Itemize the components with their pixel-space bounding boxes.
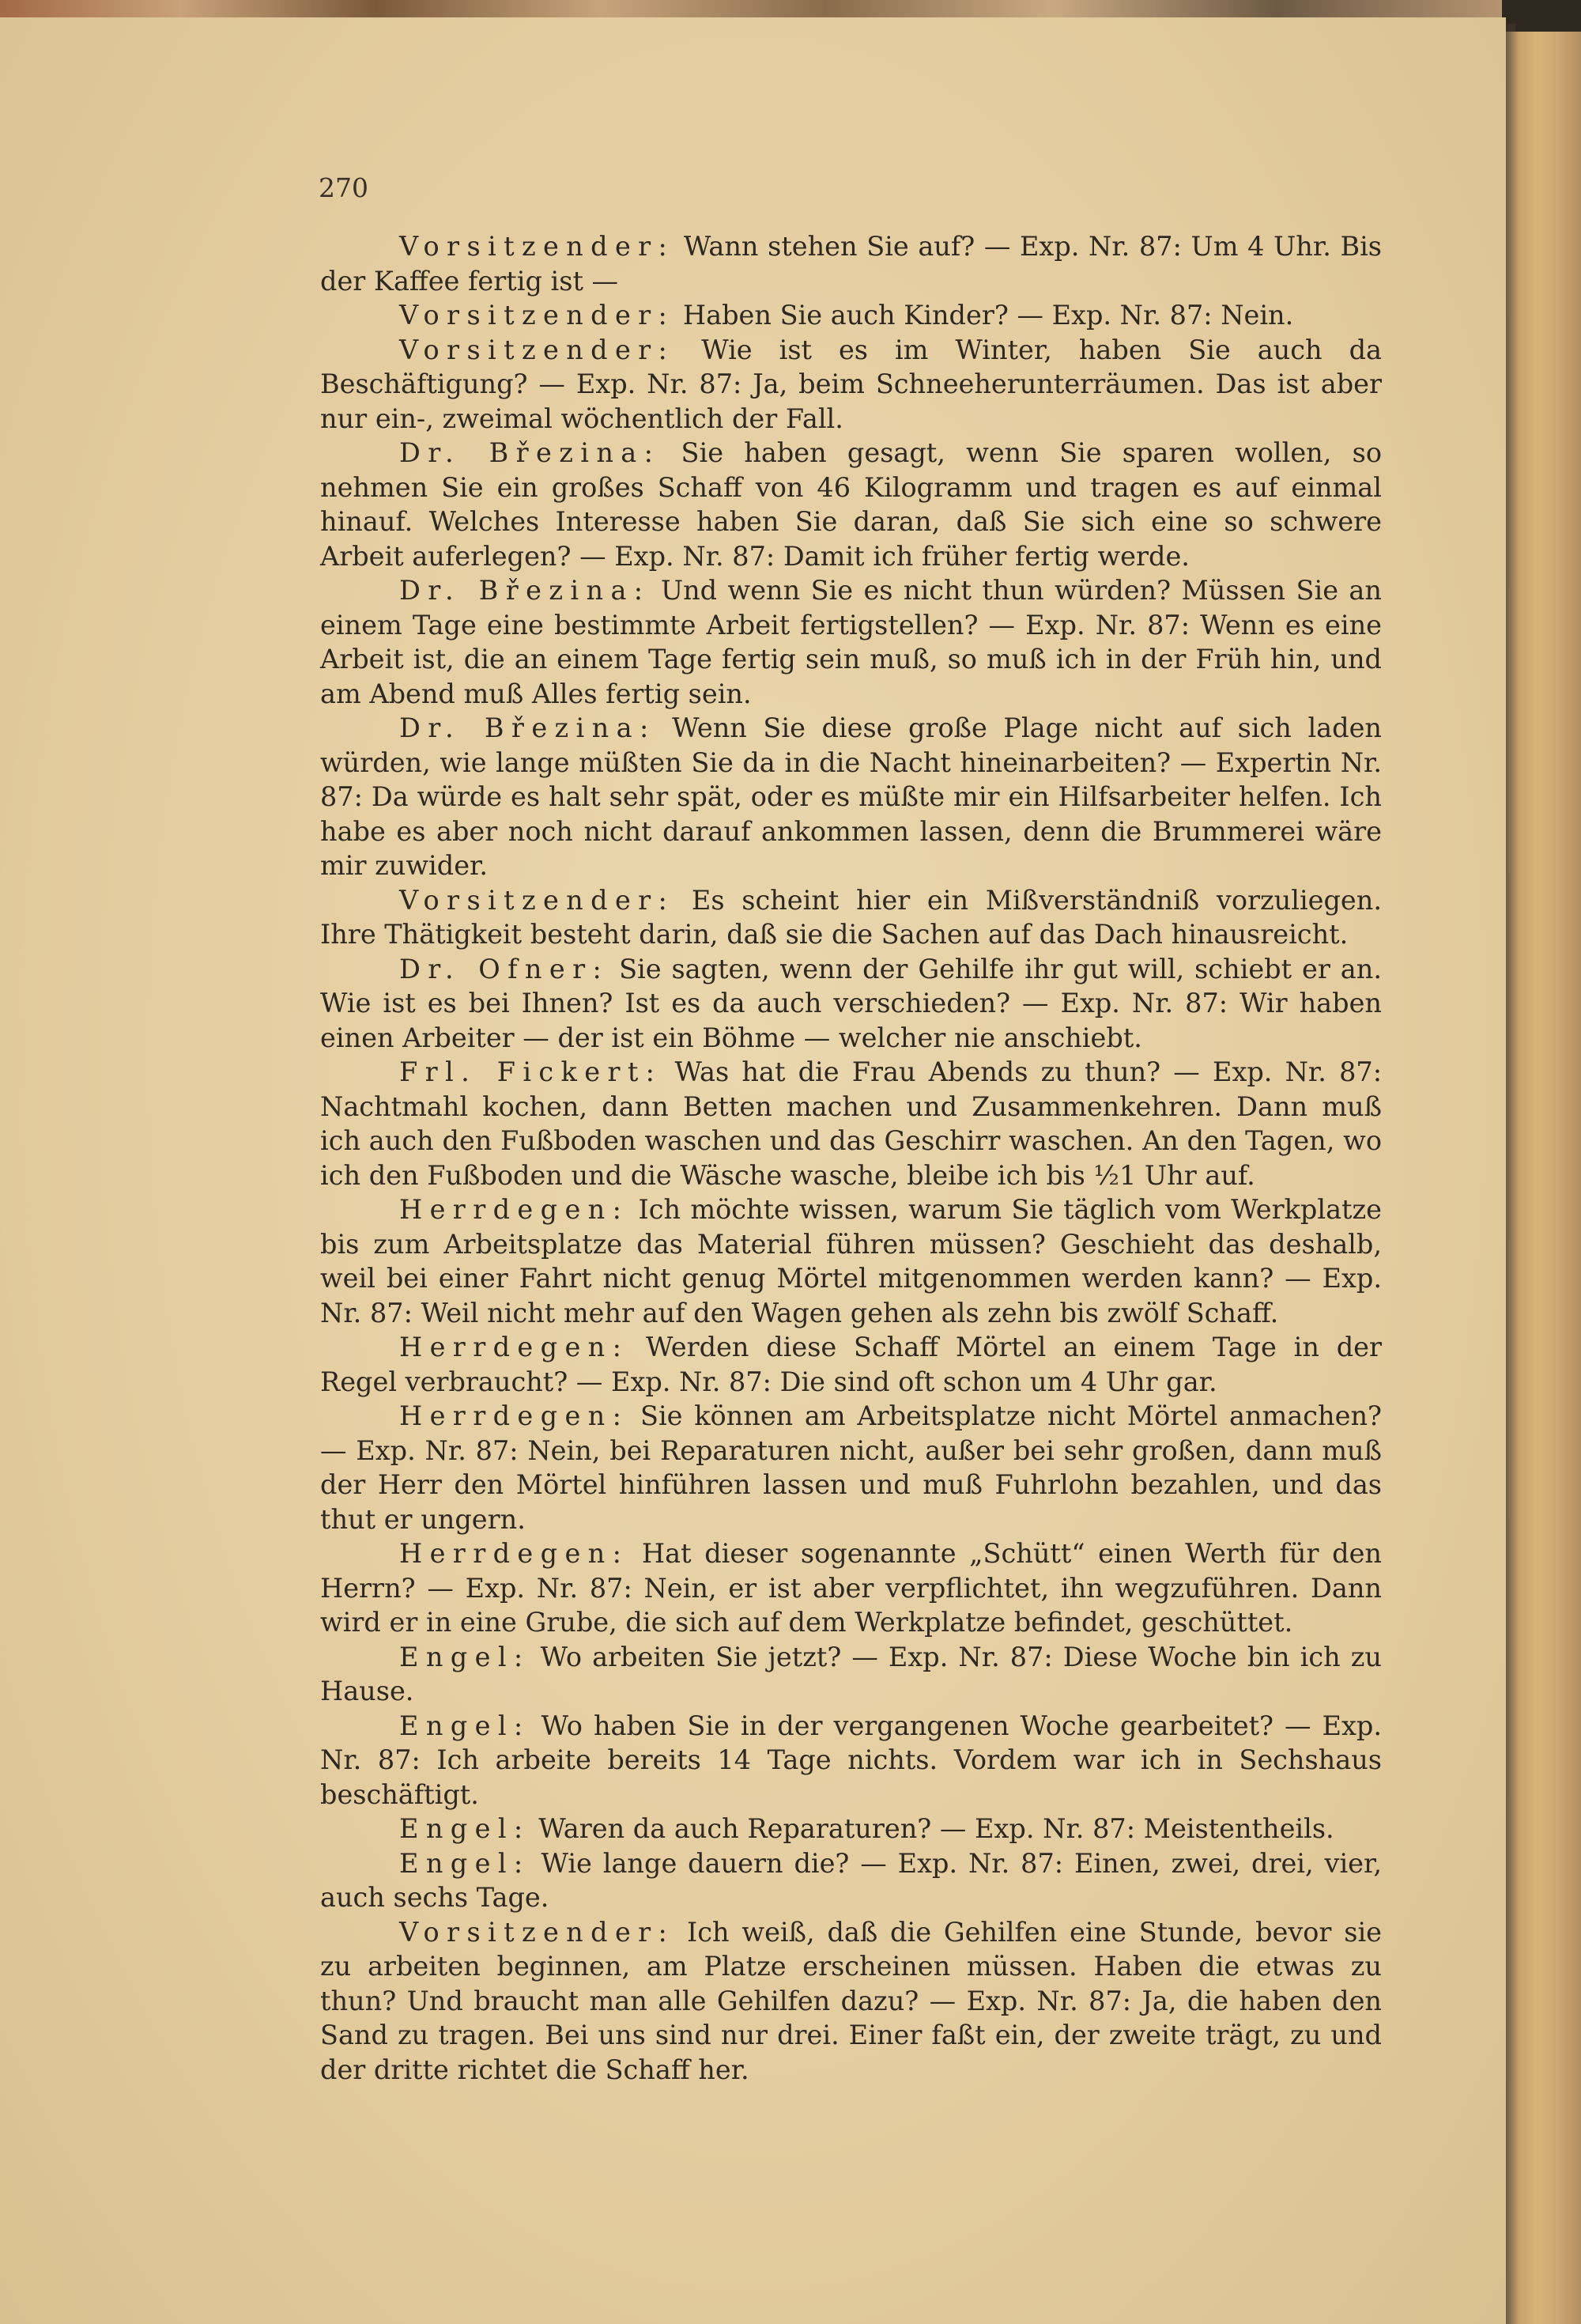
paragraph	[320, 333, 1382, 436]
paragraph-text: Haben Sie auch Kinder? — Exp. Nr. 87: Nein.	[674, 300, 1294, 331]
speaker-label: Herrdegen:	[399, 1332, 629, 1362]
speaker-label: Herrdegen:	[399, 1538, 629, 1569]
facing-page-edge	[1506, 32, 1581, 2324]
page-number: 270	[319, 172, 368, 203]
paragraph-text: Was hat die Frau Abends zu thun? — Exp. Nr. 87: Nachtmahl kochen, dann Betten machen und Zusammenkehren. Dann muß ich auch den Fußboden waschen und das Geschirr waschen. An den Tagen, wo ich den Fußboden und die Wäsche wasche, bleibe ich bis ½1 Uhr auf.	[320, 1056, 1382, 1191]
speaker-label: Herrdegen:	[399, 1194, 629, 1225]
speaker-label: Engel:	[399, 1813, 530, 1844]
paragraph	[320, 1915, 1382, 2088]
paragraph-text: Wie ist es im Winter, haben Sie auch da Beschäftigung? — Exp. Nr. 87: Ja, beim Schneeherunterräumen. Das ist aber nur ein-, zweimal wöchentlich der Fall.	[320, 334, 1382, 434]
speaker-label: Vorsitzender:	[399, 1916, 675, 1948]
paragraph	[320, 1192, 1382, 1330]
paragraph	[320, 883, 1382, 952]
speaker-label: Engel:	[399, 1710, 530, 1741]
paragraph-text: Sie haben gesagt, wenn Sie sparen wollen, so nehmen Sie ein großes Schaff von 46 Kilogramm und tragen es auf einmal hinauf. Welches Interesse haben Sie daran, daß Sie sich eine so schwere Arbeit auferlegen? — Exp. Nr. 87: Damit ich früher fertig werde.	[320, 437, 1382, 572]
paragraph-text: Wann stehen Sie auf? — Exp. Nr. 87: Um 4 Uhr. Bis der Kaffee fertig ist —	[320, 231, 1382, 297]
speaker-label: Dr. Březina:	[399, 437, 661, 468]
paragraph	[320, 1846, 1382, 1915]
paragraph-text: Werden diese Schaff Mörtel an einem Tage in der Regel verbraucht? — Exp. Nr. 87: Die sind oft schon um 4 Uhr gar.	[320, 1332, 1382, 1397]
text-column	[320, 229, 1382, 2087]
paragraph	[320, 711, 1382, 883]
paragraph-text: Sie sagten, wenn der Gehilfe ihr gut will, schiebt er an. Wie ist es bei Ihnen? Ist es da auch verschieden? — Exp. Nr. 87: Wir haben einen Arbeiter — der ist ein Böhme — welcher nie anschiebt.	[320, 953, 1382, 1053]
paragraph-text: Und wenn Sie es nicht thun würden? Müssen Sie an einem Tage eine bestimmte Arbeit fertigstellen? — Exp. Nr. 87: Wenn es eine Arbeit ist, die an einem Tage fertig sein muß, so muß ich in der Früh hin, und am Abend muß Alles fertig sein.	[320, 575, 1382, 709]
paragraph-text: Wo arbeiten Sie jetzt? — Exp. Nr. 87: Diese Woche bin ich zu Hause.	[320, 1641, 1382, 1706]
paragraph-text: Hat dieser sogenannte „Schütt“ einen Werth für den Herrn? — Exp. Nr. 87: Nein, er ist aber verpflichtet, ihn wegzuführen. Dann wird er in eine Grube, die sich auf dem Werkplatze befindet, geschüttet.	[320, 1538, 1382, 1638]
speaker-label: Vorsitzender:	[399, 231, 675, 262]
speaker-label: Vorsitzender:	[399, 334, 675, 365]
paragraph-text: Wie lange dauern die? — Exp. Nr. 87: Einen, zwei, drei, vier, auch sechs Tage.	[320, 1847, 1382, 1913]
speaker-label: Engel:	[399, 1847, 530, 1879]
speaker-label: Vorsitzender:	[399, 300, 675, 331]
speaker-label: Frl. Fickert:	[399, 1056, 662, 1087]
paragraph	[320, 952, 1382, 1056]
paragraph	[320, 1536, 1382, 1640]
paragraph-text: Sie können am Arbeitsplatze nicht Mörtel anmachen? — Exp. Nr. 87: Nein, bei Reparaturen nicht, außer bei sehr großen, dann muß der Herr den Mörtel hinführen lassen und muß Fuhrlohn bezahlen, und das thut er ungern.	[320, 1400, 1382, 1535]
paragraph-text: Wenn Sie diese große Plage nicht auf sich laden würden, wie lange müßten Sie da in die Nacht hineinarbeiten? — Expertin Nr. 87: Da würde es halt sehr spät, oder es müßte mir ein Hilfsarbeiter helfen. Ich habe es aber noch nicht darauf ankommen lassen, denn die Brummerei wäre mir zuwider.	[320, 712, 1382, 881]
speaker-label: Dr. Březina:	[399, 575, 651, 606]
paragraph-text: Ich weiß, daß die Gehilfen eine Stunde, bevor sie zu arbeiten beginnen, am Platze erscheinen müssen. Haben die etwas zu thun? Und braucht man alle Gehilfen dazu? — Exp. Nr. 87: Ja, die haben den Sand zu tragen. Bei uns sind nur drei. Einer faßt ein, der zweite trägt, zu und der dritte richtet die Schaff her.	[320, 1916, 1382, 2085]
paragraph	[320, 229, 1382, 298]
speaker-label: Dr. Ofner:	[399, 953, 609, 984]
paragraph-text: Ich möchte wissen, warum Sie täglich vom Werkplatze bis zum Arbeitsplatze das Material führen müssen? Geschieht das deshalb, weil bei einer Fahrt nicht genug Mörtel mitgenommen werden kann? — Exp. Nr. 87: Weil nicht mehr auf den Wagen gehen als zehn bis zwölf Schaff.	[320, 1194, 1382, 1328]
speaker-label: Vorsitzender:	[399, 884, 675, 916]
speaker-label: Herrdegen:	[399, 1400, 629, 1431]
paragraph	[320, 436, 1382, 573]
paragraph	[320, 1709, 1382, 1812]
paragraph-text: Wo haben Sie in der vergangenen Woche gearbeitet? — Exp. Nr. 87: Ich arbeite bereits 14 Tage nichts. Vordem war ich in Sechshaus beschäftigt.	[320, 1710, 1382, 1810]
paragraph	[320, 298, 1382, 333]
speaker-label: Dr. Březina:	[399, 712, 656, 743]
paragraph-text: Es scheint hier ein Mißverständniß vorzuliegen. Ihre Thätigkeit besteht darin, daß sie die Sachen auf das Dach hinausreicht.	[320, 884, 1382, 950]
paragraph	[320, 1399, 1382, 1536]
paragraph	[320, 1330, 1382, 1399]
paragraph	[320, 1055, 1382, 1192]
paragraph	[320, 1812, 1382, 1846]
paragraph-text: Waren da auch Reparaturen? — Exp. Nr. 87: Meistentheils.	[530, 1813, 1334, 1844]
paragraph	[320, 1640, 1382, 1709]
speaker-label: Engel:	[399, 1641, 530, 1672]
paragraph	[320, 573, 1382, 711]
